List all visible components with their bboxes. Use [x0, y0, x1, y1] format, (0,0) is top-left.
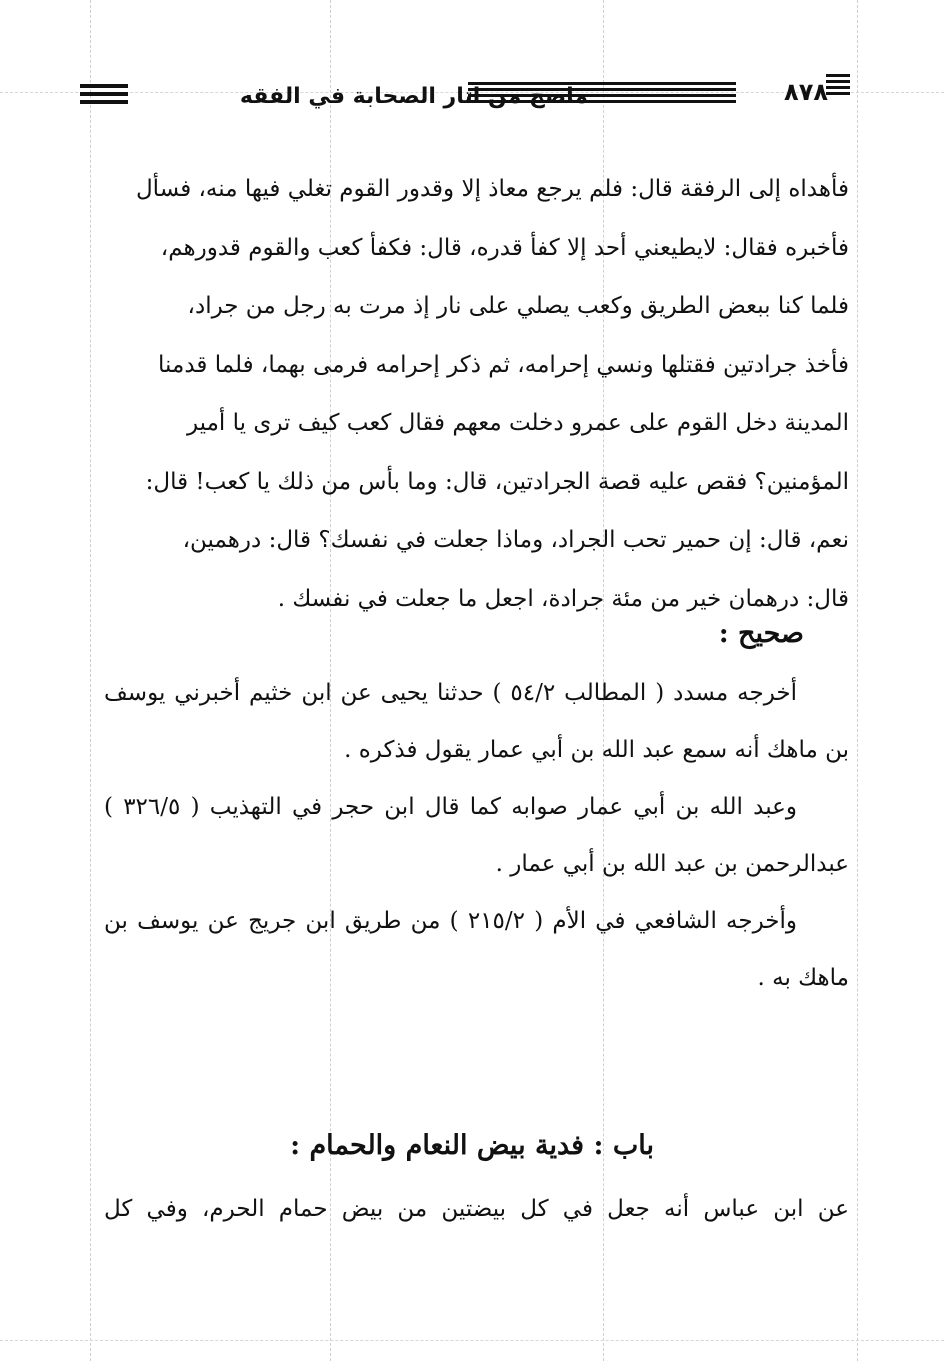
text-line: المؤمنين؟ فقص عليه قصة الجرادتين، قال: وما بأس من ذلك يا كعب! قال:	[145, 468, 849, 495]
text-line: المدينة دخل القوم على عمرو دخلت معهم فقال كعب كيف ترى يا أمير	[186, 410, 849, 436]
text-line: نعم، قال: إن حمير تحب الجراد، وماذا جعلت في نفسك؟ قال: درهمين،	[182, 527, 849, 553]
takhrij-paragraph: أخرجه مسدد ( المطالب ٥٤/٢ ) حدثنا يحيى عن ابن خثيم أخبرني يوسف بن ماهك أنه سمع عبد الله بن أبي عمار يقول فذكره .	[104, 680, 849, 763]
chapter-text	[104, 1180, 849, 1238]
text-line: فأخذ جرادتين فقتلها ونسي إحرامه، ثم ذكر إحرامه فرمى بهما، فلما قدمنا	[158, 351, 849, 378]
chapter-heading: باب : فدية بيض النعام والحمام :	[290, 1130, 654, 1161]
scan-guide-line	[90, 0, 91, 1361]
header-right-rule	[826, 74, 850, 95]
page-number: ٨٧٨	[784, 78, 828, 106]
text-line: عن ابن عباس أنه جعل في كل بيضتين من بيض حمام الحرم، وفي كل	[104, 1196, 849, 1222]
grading-heading: صحيح :	[718, 618, 804, 649]
running-header	[80, 72, 850, 120]
takhrij-section	[104, 665, 849, 1007]
book-title: ماصح من آثار الصحابة في الفقه	[239, 84, 588, 109]
scan-guide-line	[0, 1340, 944, 1341]
narration-text	[104, 160, 849, 628]
scan-guide-line	[857, 0, 858, 1361]
text-line: فأخبره فقال: لايطيعني أحد إلا كفأ قدره، قال: فكفأ كعب والقوم قدورهم،	[160, 234, 849, 261]
takhrij-paragraph: وعبد الله بن أبي عمار صوابه كما قال ابن حجر في التهذيب ( ٣٢٦/٥ ) عبدالرحمن بن عبد الله بن أبي عمار .	[104, 794, 849, 877]
text-line: قال: درهمان خير من مئة جرادة، اجعل ما جعلت في نفسك .	[277, 585, 849, 612]
takhrij-paragraph: وأخرجه الشافعي في الأم ( ٢١٥/٢ ) من طريق ابن جريج عن يوسف بن ماهك به .	[104, 908, 849, 991]
text-line: فلما كنا ببعض الطريق وكعب يصلي على نار إذ مرت به رجل من جراد،	[187, 293, 849, 319]
header-left-rule	[80, 84, 128, 104]
text-line: فأهداه إلى الرفقة قال: فلم يرجع معاذ إلا وقدور القوم تغلي فيها منه، فسأل	[135, 176, 849, 202]
